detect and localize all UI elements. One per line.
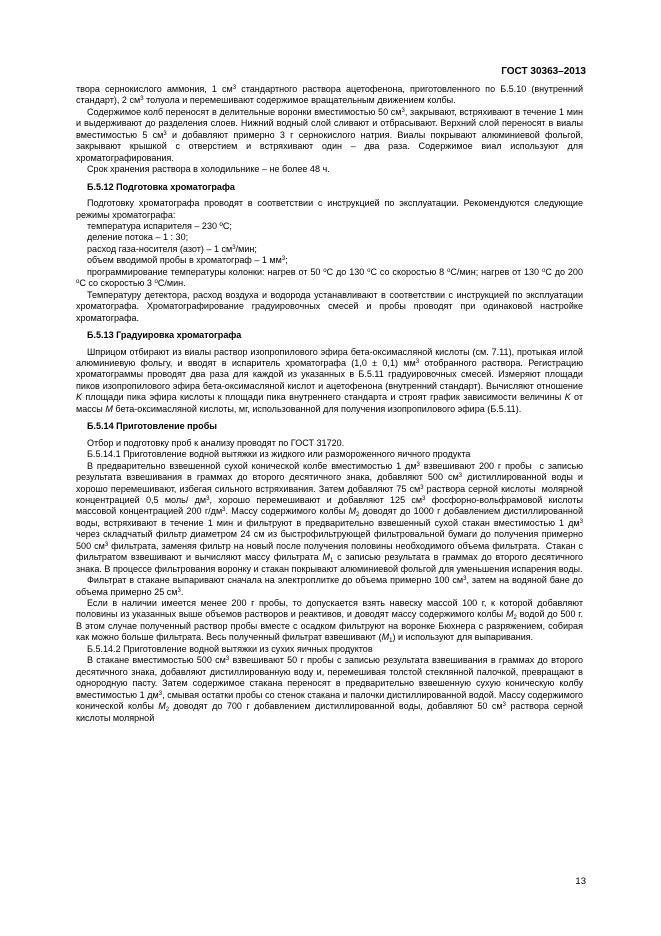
paragraph: Шприцом отбирают из виалы раствор изопропилового эфира бета-оксимасляной кислоты (см. 7.11), протыкая иглой алюминиевую фольгу, и вводят в испаритель хроматографа (1,0 ± 0,1) $мм^3$ отобранного раствора. Регистрацию хроматограммы проводят два раза для каждой из указанных в Б.5.11 градуировочных смесей. Измеряют площади пиков изопропилового эфира бета-оксимасляной кислот и ацетофенона (внутренний стандарт). Вычисляют отношение K площади пика эфира кислоты к площади пика внутреннего стандарта и строят график зависимости величины K от массы M бета-оксимасляной кислоты, мг, использованной для получения изопропилового эфира (Б.5.11). (76, 346, 583, 414)
paragraph: Температуру детектора, расход воздуха и водорода устанавливают в соответствии с инструкцией по эксплуатации хроматографа. Хроматографирование градуировочных смесей и пробы проводят при одинаковой настройке хроматографа. (76, 289, 583, 323)
paragraph: Подготовку хроматографа проводят в соответствии с инструкцией по эксплуатации. Рекомендуются следующие режимы хроматографа: (76, 198, 583, 220)
paragraph: Б.5.14.1 Приготовление водной вытяжки из жидкого или размороженного яичного продукта (87, 449, 471, 460)
paragraph: Если в наличии имеется менее 200 г пробы, то допускается взять навеску массой 100 г, к которой добавляют половины из указанных выше объемов растворов и реактивов, и доводят массу содержимого колбы $M_2$ водой до 500 г. В этом случае полученный раствор пробы вместе с осадком фильтруют на воронке Бюхнера с разряжением, собирая как можно больше фильтрата. Весь полученный фильтрат взвешивают $(M_1)$ и используют для выпаривания. (76, 598, 583, 645)
document-header: ГОСТ 30363–2013 (501, 66, 586, 77)
section-heading: Б.5.14 Приготовление пробы (87, 421, 218, 432)
paragraph: объем вводимой пробы в хроматограф – 1 $мм^3$; (87, 255, 288, 266)
paragraph: программирование температуры колонки: нагрев от 50 $^о$С до 130 $^о$С со скоростью 8 $^о$С/мин; нагрев от 130 $^о$С до 200 $^о$С со скоростью 3 $^о$С/мин. (76, 266, 583, 289)
paragraph: Отбор и подготовку проб к анализу проводят по ГОСТ 31720. (87, 437, 345, 448)
page-number: 13 (575, 876, 586, 887)
paragraph: Срок хранения раствора в холодильнике – не более 48 ч. (87, 164, 330, 175)
paragraph: Содержимое колб переносят в делительные воронки вместимостью 50 $см^3$, закрывают, встряхивают в течение 1 мин и выдерживают до разделения слоев. Нижний водный слой сливают и отбрасывают. Верхний слой переносят в виалы вместимостью 5 $см^3$ и добавляют примерно 3 г сернокислого натрия. Виалы покрывают алюминиевой фольгой, закрывают крышкой с отверстием и встряхивают один – два раза. Содержимое виал используют для хроматографирования. (76, 106, 583, 163)
paragraph: твора сернокислого аммония, 1 $см^3$ стандартного раствора ацетофенона, приготовленного по Б.5.10 (внутренний стандарт), 2 $см^3$ толуола и перемешивают содержимое вращательным движением колбы. (76, 84, 583, 106)
section-heading: Б.5.13 Градуировка хроматографа (87, 330, 242, 341)
paragraph: Фильтрат в стакане выпаривают сначала на электроплитке до объема примерно 100 $см^3$, затем на водяной бане до объема примерно 25 $см^3$. (76, 575, 583, 597)
paragraph: Б.5.14.2 Приготовление водной вытяжки из сухих яичных продуктов (87, 643, 373, 654)
paragraph: деление потока – 1 : 30; (87, 232, 189, 243)
paragraph: В предварительно взвешенной сухой конической колбе вместимостью 1 $дм^3$ взвешивают 200 г пробы с записью результата взвешивания в граммах до второго десятичного знака, добавляют 500 $см^3$ дистиллированной воды и хорошо перемешивают, избегая сильного встряхивания. Затем добавляют 75 $см^3$ раствора серной кислоты молярной концентрацией 0,5 моль/ $дм^3$, хорошо перемешивают и добавляют 125 $см^3$ фосфорно-вольфрамовой кислоты массовой концентрацией 200 $г/дм^3$. Массу содержимого колбы $M_2$ доводят до 1000 г добавлением дистиллированной воды, встряхивают в течение 1 мин и фильтруют в предварительно взвешенный сухой стакан вместимостью 1 $дм^3$ через складчатый фильтр диаметром 24 см из быстрофильтрующей фильтровальной бумаги до получения примерно 500 $см^3$ фильтрата, заменяя фильтр на новый после получения половины необходимого объема фильтрата. Стакан с фильтратом взвешивают и вычисляют массу фильтрата $M_1$ с записью результата в граммах до второго десятичного знака. В процессе фильтрования воронку и стакан покрывают алюминиевой фольгой для уменьшения испарения воды. (76, 460, 584, 574)
section-heading: Б.5.12 Подготовка хроматографа (87, 181, 235, 192)
document-body (76, 84, 583, 724)
paragraph: В стакане вместимостью 500 $см^3$ взвешивают 50 г пробы с записью результата взвешивания в граммах до второго десятичного знака, добавляют дистиллированную воду и, перемешивая толстой стеклянной палочкой, превращают в однородную пасту. Затем содержимое стакана переносят в предварительно взвешенную сухую коническую колбу вместимостью 1 $дм^3$, смывая остатки пробы со стенок стакана и палочки дистиллированной водой. Массу содержимого конической колбы $M_2$ доводят до 700 г добавлением дистиллированной воды, добавляют 50 $см^3$ раствора серной кислоты молярной (76, 655, 583, 723)
paragraph: температура испарителя – 230 ºС; (87, 220, 232, 231)
paragraph: расход газа-носителя (азот) – 1 $см^3$/мин; (87, 243, 257, 254)
